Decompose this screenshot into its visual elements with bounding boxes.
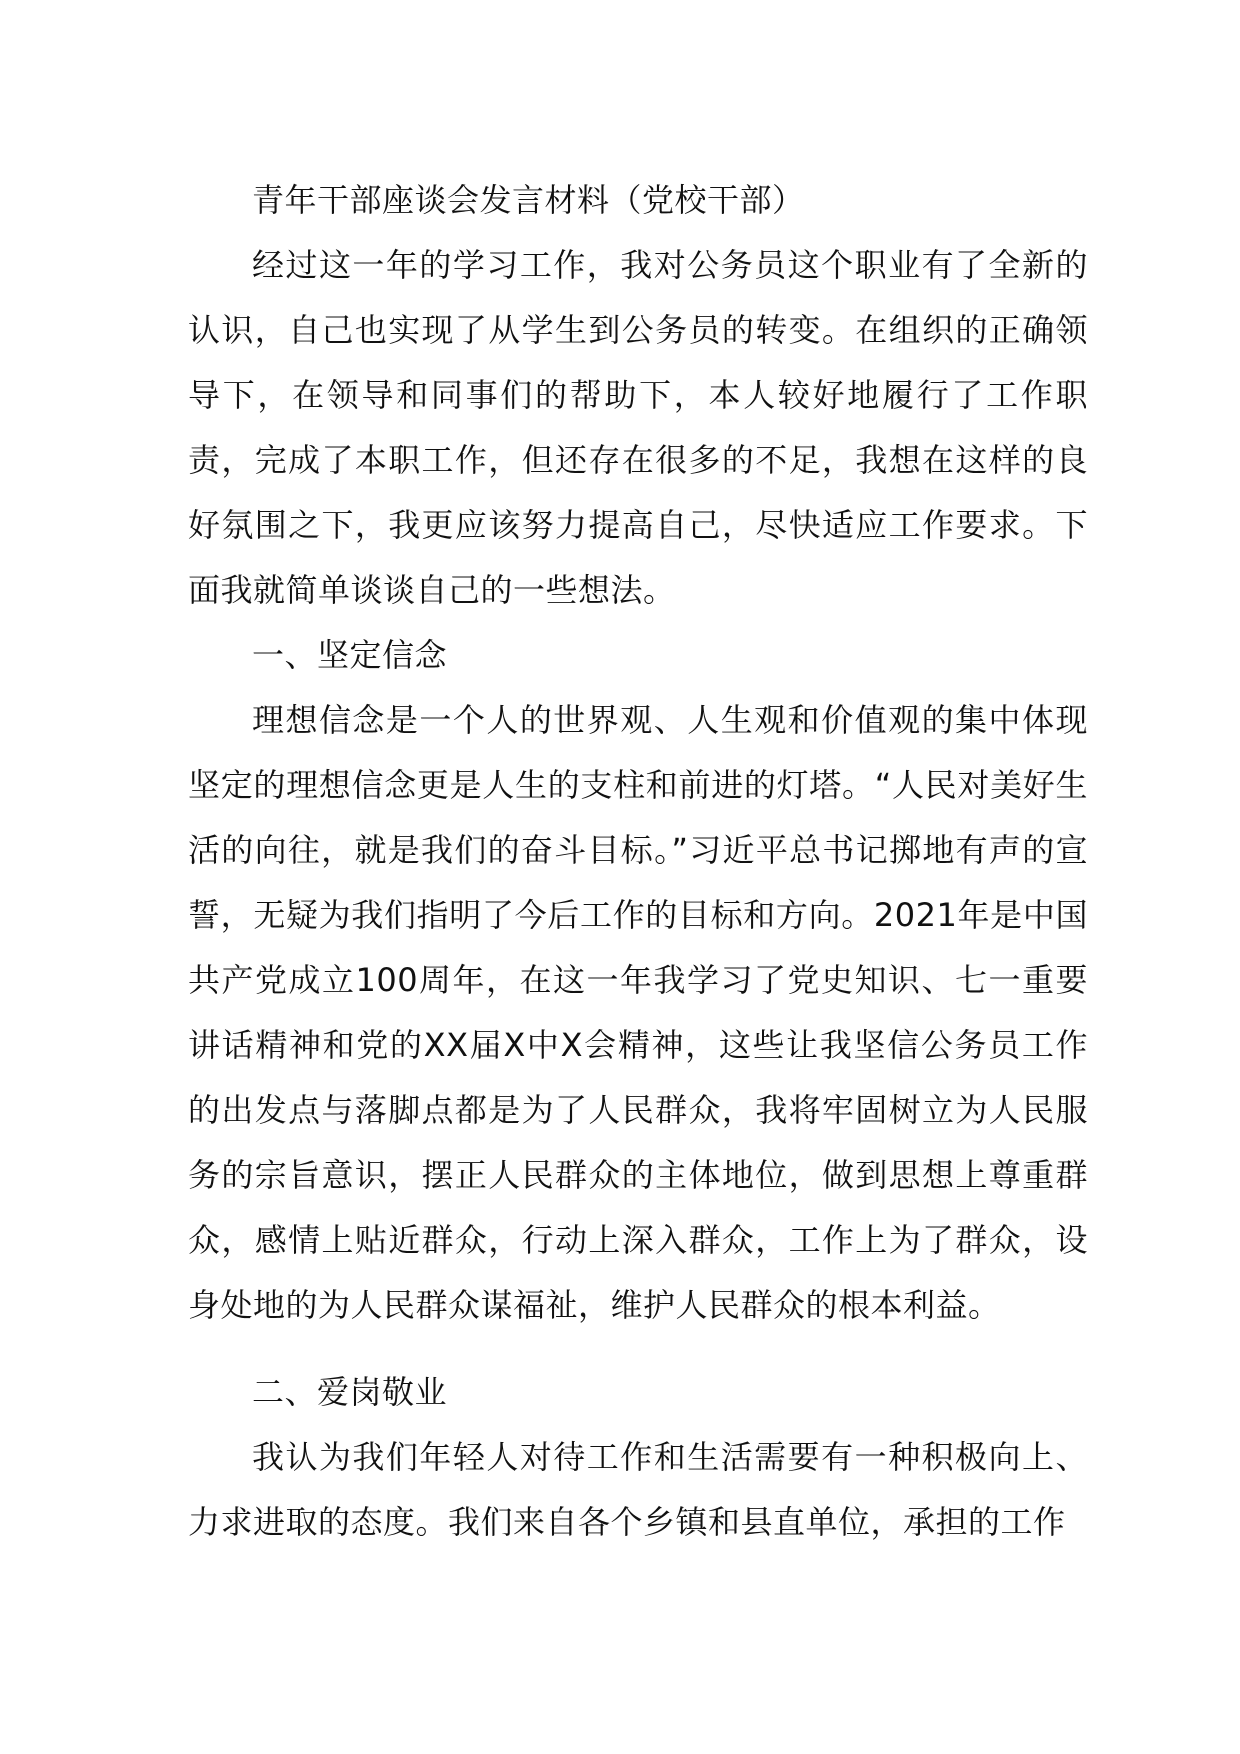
document-title: 青年干部座谈会发言材料（党校干部） (252, 181, 805, 219)
section-heading-2: 二、爱岗敬业 (252, 1373, 448, 1411)
document-body (188, 168, 1088, 1555)
paragraph-intro: 经过这一年的学习工作，我对公务员这个职业有了全新的认识，自己也实现了从学生到公务员的转变。在组织的正确领导下，在领导和同事们的帮助下，本人较好地履行了工作职责，完成了本职工作，但还存在很多的不足，我想在这样的良好氛围之下，我更应该努力提高自己，尽快适应工作要求。下面我就简单谈谈自己的一些想法。 (188, 246, 1088, 609)
section-heading-1: 一、坚定信念 (252, 636, 448, 674)
paragraph-section-1: 理想信念是一个人的世界观、人生观和价值观的集中体现坚定的理想信念更是人生的支柱和前进的灯塔。“人民对美好生活的向往，就是我们的奋斗目标。”习近平总书记掷地有声的宣誓，无疑为我们指明了今后工作的目标和方向。2021年是中国共产党成立100周年，在这一年我学习了党史知识、七一重要讲话精神和党的XX届X中X会精神，这些让我坚信公务员工作的出发点与落脚点都是为了人民群众，我将牢固树立为人民服务的宗旨意识，摆正人民群众的主体地位，做到思想上尊重群众，感情上贴近群众，行动上深入群众，工作上为了群众，设身处地的为人民群众谋福祉，维护人民群众的根本利益。 (188, 701, 1088, 1324)
paragraph-section-2: 我认为我们年轻人对待工作和生活需要有一种积极向上、力求进取的态度。我们来自各个乡镇和县直单位，承担的工作 (188, 1438, 1088, 1541)
